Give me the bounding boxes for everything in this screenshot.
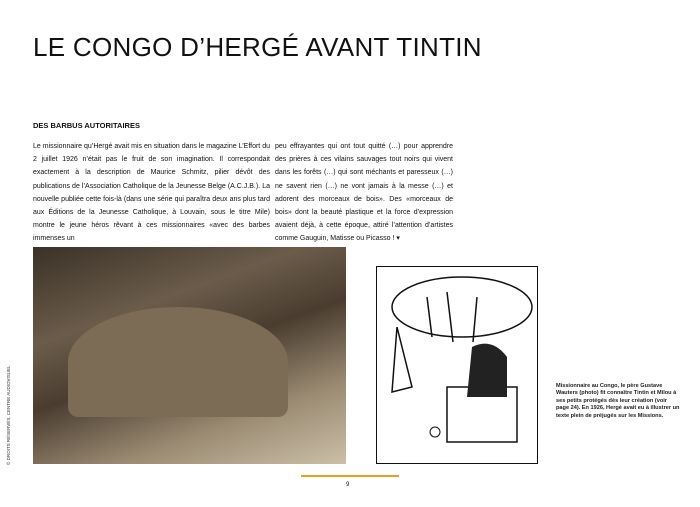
illustration-sketch xyxy=(377,267,537,463)
herge-illustration xyxy=(376,266,538,464)
page-number: 9 xyxy=(346,482,350,488)
missionary-photo xyxy=(33,247,346,464)
body-column-1: Le missionnaire qu’Hergé avait mis en situation dans le magazine L’Effort du 2 juillet 1926 n’était pas le fruit de son imagination. Il correspondait exactement à la description de Maurice Schmitz, pilier dévôt des publications de l’Association Catholique de la Jeunesse Belge (A.C.J.B.). La nouvelle publiée cette fois-là (dans une série qui paraîtra deux ans plus tard aux Éditions de la Jeunesse Catholique, à Louvain, sous le titre Mile) montre le jeune héros rêvant à ces missionnaires «avec des barbes immenses un xyxy=(33,143,270,243)
photo-caption: Missionnaire au Congo, le père Gustave Wauters (photo) fit connaître Tintin et Milou à ses petits protégés dès leur création (voir page 24). En 1926, Hergé avait eu à illustrer un texte plein de préjugés sur les Missions. xyxy=(556,383,680,419)
page-title: LE CONGO D’HERGÉ AVANT TINTIN xyxy=(33,32,482,62)
photo-credit: © DROITS RÉSERVÉS, CENTRE AUDIOVISUEL xyxy=(6,365,11,465)
footer-rule xyxy=(301,475,399,477)
section-heading: DES BARBUS AUTORITAIRES xyxy=(33,121,140,130)
body-column-2: peu effrayantes qui ont tout quitté (…) pour apprendre des prières à ces vilains sauvages tout noirs qui vivent dans les forêts (…) qui sont méchants et paresseux (…) ne savent rien (…) ne vont jamais à la messe (…) et adorent des morceaux de bois». Des «morceaux de bois» dont la beauté plastique et la force d’expression avaient déjà, à cette époque, attiré l’attention d’artistes comme Gauguin, Matisse ou Picasso ! ▾ xyxy=(275,143,453,243)
hut-shape xyxy=(68,307,288,417)
